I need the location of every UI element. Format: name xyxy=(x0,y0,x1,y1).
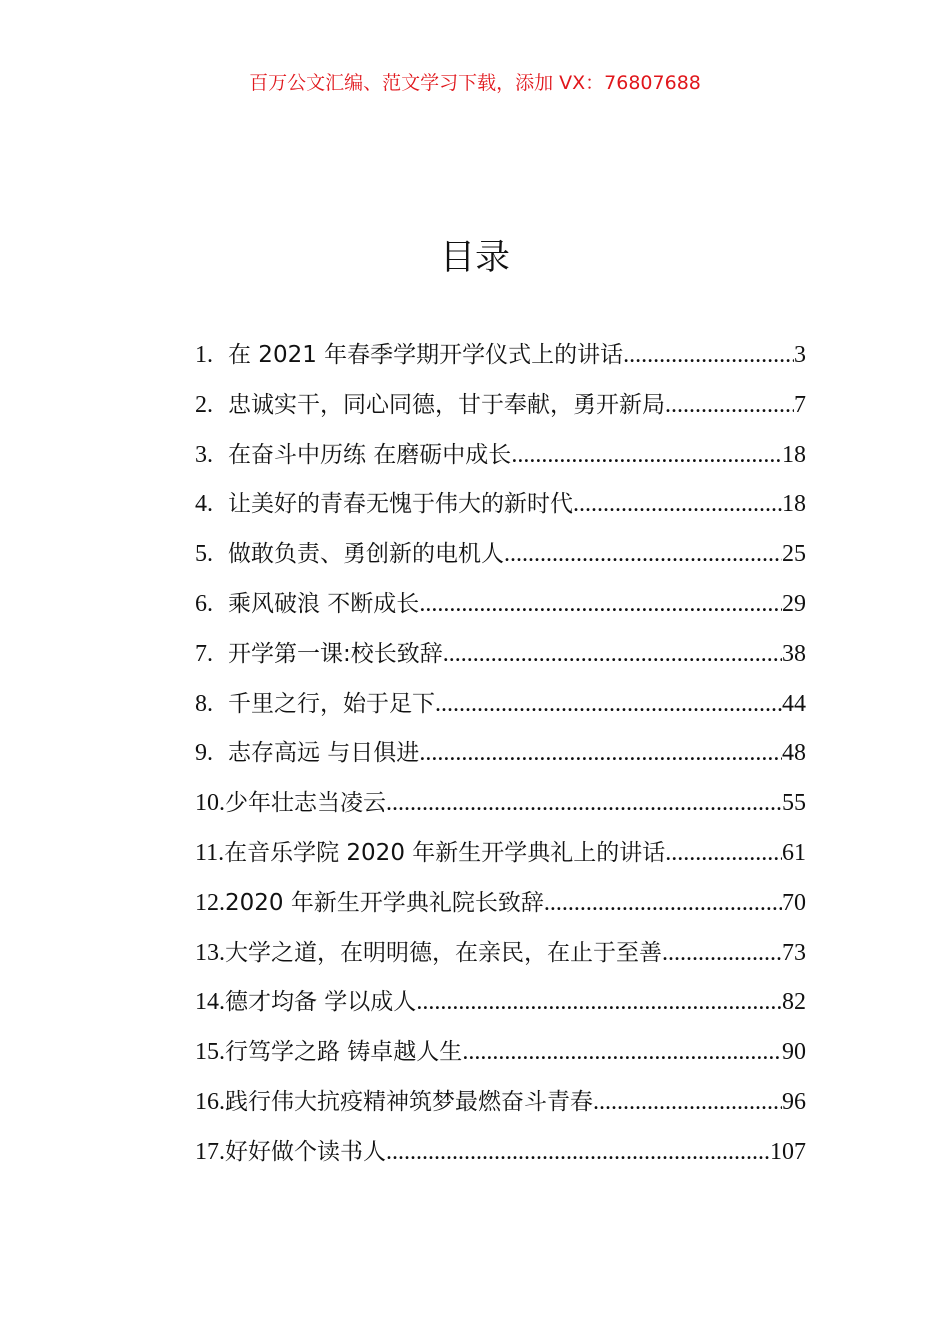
toc-entry[interactable] xyxy=(195,436,806,486)
toc-entry-page: 38 xyxy=(782,640,806,667)
toc-entry-title: 在音乐学院 2020 年新生开学典礼上的讲话 xyxy=(224,839,666,866)
toc-entry-number: 9. xyxy=(195,740,213,767)
toc-entry-page: 55 xyxy=(782,790,806,817)
toc-entry-title: 志存高远 与日俱进 xyxy=(228,740,420,767)
toc-entry-title: 开学第一课:校长致辞 xyxy=(228,640,443,667)
toc-entry-page: 48 xyxy=(782,740,806,767)
toc-entry-page: 25 xyxy=(782,541,806,568)
toc-entry-page: 18 xyxy=(782,441,806,468)
toc-entry[interactable] xyxy=(195,485,806,535)
toc-dot-leader xyxy=(435,691,782,718)
toc-dot-leader xyxy=(665,392,794,419)
toc-entry-number: 5. xyxy=(195,541,213,568)
toc-entry[interactable] xyxy=(195,336,806,386)
toc-entry-title: 让美好的青春无愧于伟大的新时代 xyxy=(228,491,573,518)
toc-entry-page: 82 xyxy=(782,989,806,1016)
toc-entry-page: 7 xyxy=(794,391,806,418)
toc-entry-title: 做敢负责、勇创新的电机人 xyxy=(228,541,504,568)
toc-entry-title: 2020 年新生开学典礼院长致辞 xyxy=(225,889,544,916)
toc-entry-page: 107 xyxy=(770,1138,806,1165)
toc-entry-number: 17. xyxy=(195,1138,225,1165)
toc-entry[interactable] xyxy=(195,983,806,1033)
toc-entry-number: 11. xyxy=(195,839,225,866)
watermark-header: 百万公文汇编、范文学习下载，添加 VX：76807688 xyxy=(249,72,701,94)
toc-entry-title: 忠诚实干，同心同德，甘于奉献，勇开新局 xyxy=(228,391,665,418)
toc-entry-title: 乘风破浪 不断成长 xyxy=(228,590,420,617)
toc-entry-number: 7. xyxy=(195,640,213,667)
toc-entry-page: 3 xyxy=(794,342,806,368)
toc-entry-number: 8. xyxy=(195,690,213,717)
toc-entry[interactable] xyxy=(195,1133,806,1183)
toc-entry-title: 少年壮志当凌云 xyxy=(225,790,386,817)
toc-entry-title: 践行伟大抗疫精神筑梦最燃奋斗青春 xyxy=(225,1088,593,1115)
toc-entry-number: 15. xyxy=(195,1039,225,1066)
toc-entry[interactable] xyxy=(195,635,806,685)
toc-entry-number: 1. xyxy=(195,342,213,368)
toc-entry[interactable] xyxy=(195,585,806,635)
toc-dot-leader xyxy=(504,541,782,568)
toc-entry[interactable] xyxy=(195,535,806,585)
toc-entry-title: 千里之行，始于足下 xyxy=(228,690,435,717)
toc-dot-leader xyxy=(419,740,782,767)
toc-entry-number: 16. xyxy=(195,1088,225,1115)
toc-dot-leader xyxy=(662,940,782,967)
toc-entry[interactable] xyxy=(195,1083,806,1133)
toc-dot-leader xyxy=(416,989,782,1016)
toc-entry-title: 德才均备 学以成人 xyxy=(225,989,417,1016)
toc-entry[interactable] xyxy=(195,1033,806,1083)
toc-dot-leader xyxy=(544,890,782,917)
toc-entry-title: 好好做个读书人 xyxy=(225,1138,386,1165)
toc-entry-page: 18 xyxy=(782,491,806,518)
toc-entry[interactable] xyxy=(195,884,806,934)
toc-entry-page: 29 xyxy=(782,590,806,617)
toc-entry-number: 14. xyxy=(195,989,225,1016)
toc-entry-number: 3. xyxy=(195,441,213,468)
toc-entry-page: 70 xyxy=(782,889,806,916)
toc-entry[interactable] xyxy=(195,784,806,834)
toc-entry-page: 61 xyxy=(782,839,806,866)
toc-dot-leader xyxy=(573,491,782,518)
toc-dot-leader xyxy=(419,591,782,618)
toc-entry-title: 大学之道，在明明德，在亲民，在止于至善 xyxy=(225,939,662,966)
toc-entry-page: 96 xyxy=(782,1088,806,1115)
toc-entry[interactable] xyxy=(195,834,806,884)
page-title: 目录 xyxy=(439,238,510,278)
toc-entry-title: 行笃学之路 铸卓越人生 xyxy=(225,1039,463,1066)
toc-entry-title: 在 2021 年春季学期开学仪式上的讲话 xyxy=(228,342,624,368)
toc-dot-leader xyxy=(623,342,794,369)
toc-entry-page: 90 xyxy=(782,1039,806,1066)
toc-entry[interactable] xyxy=(195,934,806,984)
toc-entry-number: 4. xyxy=(195,491,213,518)
toc-entry[interactable] xyxy=(195,685,806,735)
table-of-contents xyxy=(195,336,806,1183)
toc-entry-number: 12. xyxy=(195,889,225,916)
toc-dot-leader xyxy=(443,641,782,668)
toc-entry[interactable] xyxy=(195,386,806,436)
toc-dot-leader xyxy=(386,790,782,817)
toc-dot-leader xyxy=(511,442,782,469)
toc-entry-page: 73 xyxy=(782,939,806,966)
toc-entry-number: 6. xyxy=(195,590,213,617)
toc-entry-number: 13. xyxy=(195,939,225,966)
toc-entry-title: 在奋斗中历练 在磨砺中成长 xyxy=(228,441,512,468)
toc-entry-number: 10. xyxy=(195,790,225,817)
toc-entry-page: 44 xyxy=(782,690,806,717)
toc-dot-leader xyxy=(462,1039,782,1066)
toc-entry-number: 2. xyxy=(195,391,213,418)
toc-dot-leader xyxy=(593,1089,782,1116)
toc-dot-leader xyxy=(665,840,782,867)
toc-entry[interactable] xyxy=(195,734,806,784)
toc-dot-leader xyxy=(386,1139,770,1166)
